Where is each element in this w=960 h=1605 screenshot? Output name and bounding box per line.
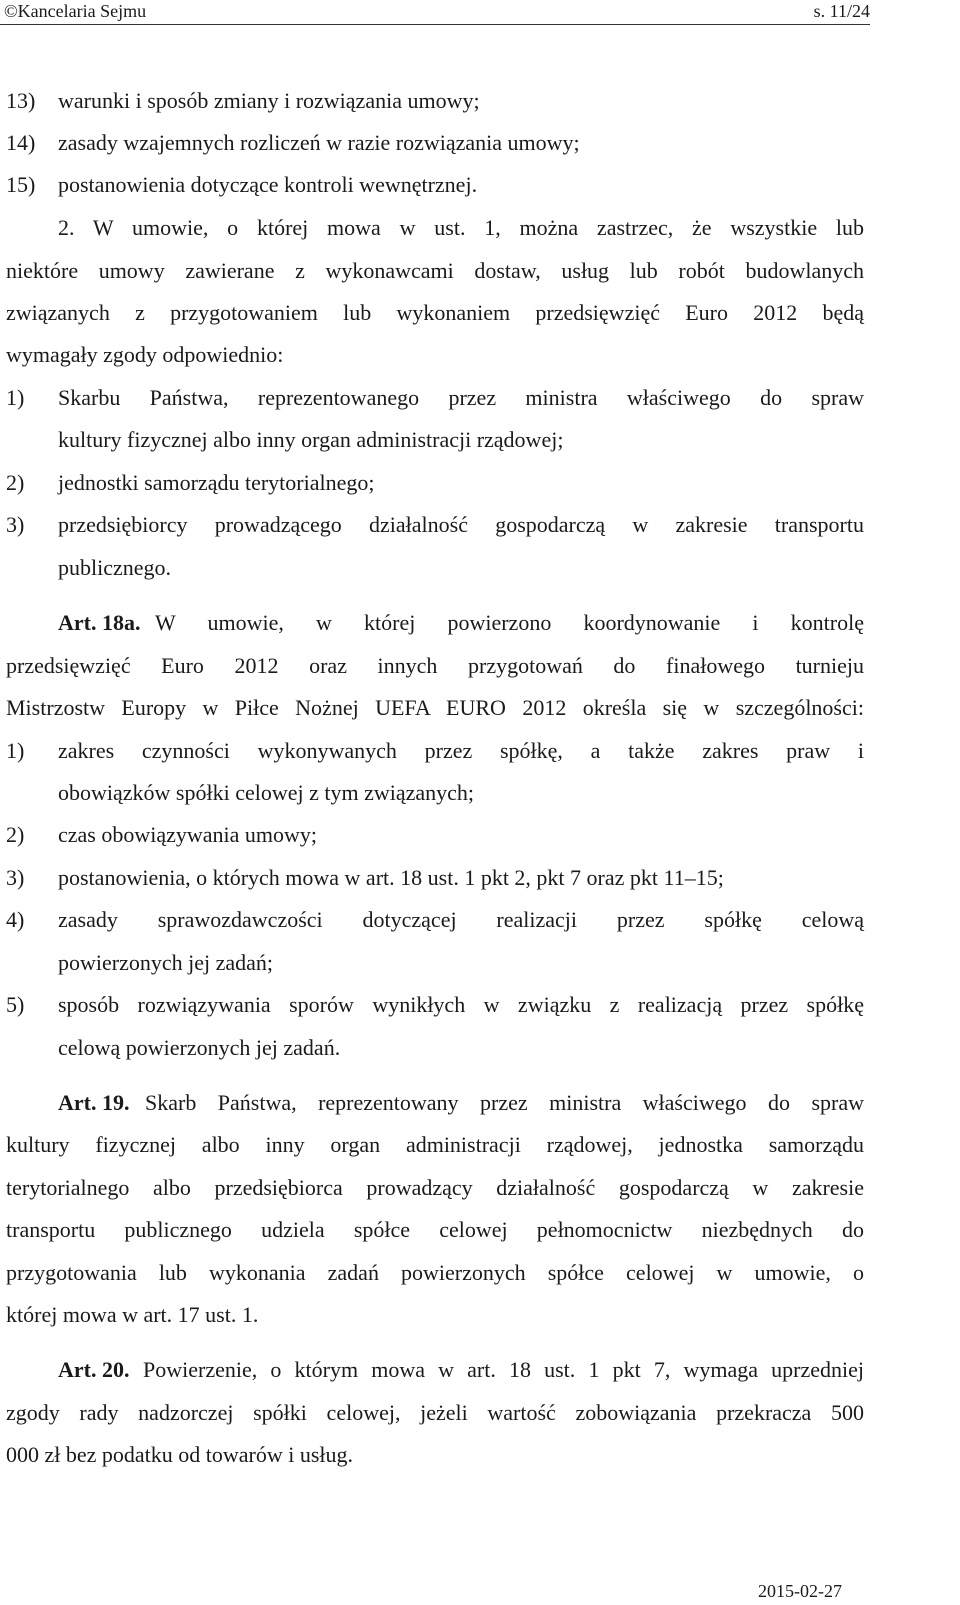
- list-item-text: zakres czynności wykonywanych przez spółkę, a także zakres praw i: [58, 738, 864, 763]
- list-item-number: 4): [6, 907, 25, 932]
- list-item-text: postanowienia dotyczące kontroli wewnętrznej.: [58, 172, 478, 197]
- paragraph-line: zgody rady nadzorczej spółki celowej, jeżeli wartość zobowiązania przekracza 500: [6, 1400, 864, 1425]
- list-item-text: powierzonych jej zadań;: [58, 950, 274, 975]
- paragraph-line: przedsięwzięć Euro 2012 oraz innych przygotowań do finałowego turnieju: [6, 653, 864, 678]
- list-item-text: Skarbu Państwa, reprezentowanego przez ministra właściwego do spraw: [58, 385, 864, 410]
- list-item-text: przedsiębiorcy prowadzącego działalność gospodarczą w zakresie transportu: [58, 512, 864, 537]
- paragraph-line: 000 zł bez podatku od towarów i usług.: [6, 1442, 354, 1467]
- paragraph-line: Powierzenie, o którym mowa w art. 18 ust. 1 pkt 7, wymaga uprzedniej: [143, 1357, 864, 1382]
- paragraph-line: terytorialnego albo przedsiębiorca prowadzący działalność gospodarczą w zakresie: [6, 1175, 864, 1200]
- list-item-text: celową powierzonych jej zadań.: [58, 1035, 341, 1060]
- footer-date: 2015-02-27: [758, 1581, 842, 1601]
- article-label: Art. 19.: [58, 1090, 130, 1115]
- paragraph-line: 2. W umowie, o której mowa w ust. 1, można zastrzec, że wszystkie lub: [58, 215, 864, 240]
- list-item-number: 15): [6, 172, 36, 197]
- list-item-text: jednostki samorządu terytorialnego;: [58, 470, 375, 495]
- list-item-number: 1): [6, 738, 25, 763]
- paragraph-line: związanych z przygotowaniem lub wykonaniem przedsięwzięć Euro 2012 będą: [6, 300, 864, 325]
- list-item-text: zasady wzajemnych rozliczeń w razie rozwiązania umowy;: [58, 130, 580, 155]
- paragraph-line: Skarb Państwa, reprezentowany przez ministra właściwego do spraw: [145, 1090, 864, 1115]
- list-item-text: sposób rozwiązywania sporów wynikłych w związku z realizacją przez spółkę: [58, 992, 864, 1017]
- paragraph-line: niektóre umowy zawierane z wykonawcami dostaw, usług lub robót budowlanych: [6, 258, 864, 283]
- article-label: Art. 18a.: [58, 610, 141, 635]
- list-item-number: 5): [6, 992, 25, 1017]
- list-item-text: kultury fizycznej albo inny organ administracji rządowej;: [58, 427, 564, 452]
- paragraph-line: której mowa w art. 17 ust. 1.: [6, 1302, 259, 1327]
- list-item-text: postanowienia, o których mowa w art. 18 ust. 1 pkt 2, pkt 7 oraz pkt 11–15;: [58, 865, 724, 890]
- list-item-number: 14): [6, 130, 36, 155]
- article-label: Art. 20.: [58, 1357, 130, 1382]
- copyright-text: ©Kancelaria Sejmu: [4, 1, 147, 21]
- paragraph-line: W umowie, w której powierzono koordynowanie i kontrolę: [155, 610, 864, 635]
- paragraph-line: Mistrzostw Europy w Piłce Nożnej UEFA EURO 2012 określa się w szczególności:: [6, 695, 864, 720]
- list-item-text: czas obowiązywania umowy;: [58, 822, 318, 847]
- list-item-text: obowiązków spółki celowej z tym związanych;: [58, 780, 475, 805]
- list-item-number: 1): [6, 385, 25, 410]
- list-item-number: 3): [6, 865, 25, 890]
- paragraph-line: wymagały zgody odpowiednio:: [6, 342, 284, 367]
- list-item-number: 3): [6, 512, 25, 537]
- paragraph-line: kultury fizycznej albo inny organ administracji rządowej, jednostka samorządu: [6, 1132, 864, 1157]
- paragraph-line: przygotowania lub wykonania zadań powierzonych spółce celowej w umowie, o: [6, 1260, 864, 1285]
- list-item-text: warunki i sposób zmiany i rozwiązania umowy;: [58, 88, 480, 113]
- list-item-text: publicznego.: [58, 555, 172, 580]
- page-number: s. 11/24: [813, 1, 870, 21]
- paragraph-line: transportu publicznego udziela spółce celowej pełnomocnictw niezbędnych do: [6, 1217, 864, 1242]
- page-header: [0, 0, 870, 25]
- list-item-number: 2): [6, 470, 25, 495]
- list-item-text: zasady sprawozdawczości dotyczącej realizacji przez spółkę celową: [58, 907, 864, 932]
- list-item-number: 2): [6, 822, 25, 847]
- list-item-number: 13): [6, 88, 36, 113]
